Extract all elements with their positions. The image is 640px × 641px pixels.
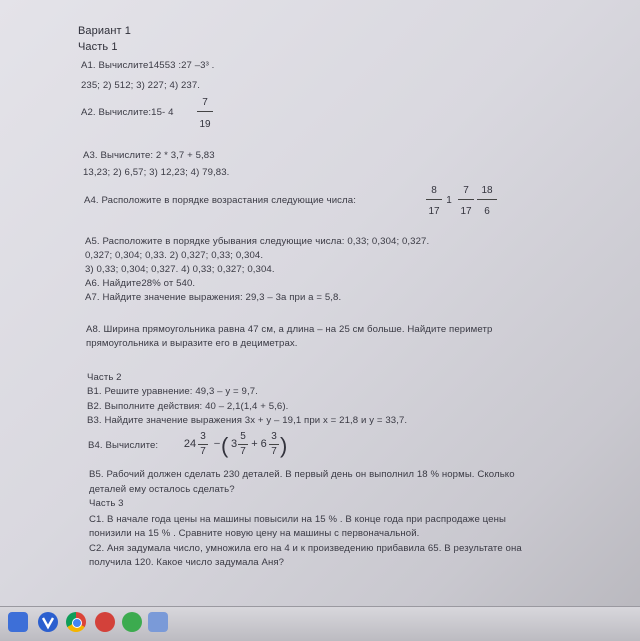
task-a3-answers: 13,23; 2) 6,57; 3) 12,23; 4) 79,83. — [83, 167, 230, 178]
app-v-glyph-icon — [38, 612, 58, 632]
b4-fa-numerator: 3 — [200, 431, 206, 442]
part-1-heading: Часть 1 — [78, 41, 118, 53]
a4-middle-number: 1 — [446, 195, 452, 206]
task-a1: А1. Вычислите14553 :27 –3³ . — [81, 60, 215, 71]
a4-f1-denominator: 17 — [428, 206, 440, 217]
a4-f2-numerator: 7 — [463, 185, 469, 196]
b4-close-paren: ) — [280, 433, 288, 458]
launcher-icon[interactable] — [8, 612, 28, 632]
b4-plus-whole: + 6 — [251, 438, 267, 450]
task-a8-line2: прямоугольника и выразите его в дециметрах. — [86, 338, 298, 349]
b4-fa-denominator: 7 — [200, 446, 206, 457]
task-b2: В2. Выполните действия: 40 – 2,1(1,4 + 5,6). — [87, 401, 289, 412]
task-a2: А2. Вычислите:15- 4 — [81, 107, 174, 118]
green-app-icon[interactable] — [122, 612, 142, 632]
a4-f2-denominator: 17 — [460, 206, 472, 217]
b4-whole-b: 3 — [230, 438, 238, 450]
b4-open-paren: ( — [221, 433, 229, 458]
a2-fraction-bar — [197, 111, 213, 112]
task-a4: А4. Расположите в порядке возрастания следующие числа: — [84, 195, 356, 206]
task-a5: А5. Расположите в порядке убывания следующие числа: 0,33; 0,304; 0,327. — [85, 236, 430, 247]
task-b1: В1. Решите уравнение: 49,3 – y = 9,7. — [87, 386, 258, 397]
task-c2-line1: С2. Аня задумала число, умножила его на 4 и к произведению прибавила 65. В результате она — [89, 543, 522, 554]
a4-f3-numerator: 18 — [481, 185, 493, 196]
chrome-icon[interactable] — [66, 612, 86, 632]
b4-fb-bar — [238, 444, 248, 445]
task-a1-answers: 235; 2) 512; 3) 227; 4) 237. — [81, 80, 201, 91]
part-3-heading: Часть 3 — [89, 498, 124, 509]
chrome-center-icon — [72, 618, 82, 628]
b4-fc-numerator: 3 — [271, 431, 277, 442]
a4-f1-numerator: 8 — [431, 185, 437, 196]
task-a3: А3. Вычислите: 2 * 3,7 + 5,83 — [83, 150, 215, 161]
b4-whole-a: 24 — [183, 438, 197, 450]
variant-title: Вариант 1 — [78, 25, 132, 37]
a2-fraction-numerator: 7 — [202, 97, 208, 108]
a4-f2-bar — [458, 199, 474, 200]
b4-fc-bar — [269, 444, 279, 445]
a2-fraction-denominator: 19 — [199, 119, 211, 130]
b4-fb-numerator: 5 — [240, 431, 246, 442]
b4-fb-denominator: 7 — [240, 446, 246, 457]
red-app-icon[interactable] — [95, 612, 115, 632]
task-c1-line1: С1. В начале года цены на машины повысили на 15 % . В конце года при распродаже цены — [89, 514, 506, 525]
task-c1-line2: понизили на 15 % . Сравните новую цену на машины с первоначальной. — [89, 528, 420, 539]
a4-f1-bar — [426, 199, 442, 200]
a4-f3-denominator: 6 — [484, 206, 490, 217]
b4-minus: – — [214, 438, 220, 449]
task-a5-line2: 0,327; 0,304; 0,33. 2) 0,327; 0,33; 0,304. — [85, 250, 264, 261]
b4-fc-denominator: 7 — [271, 446, 277, 457]
task-b5-line2: деталей ему осталось сделать? — [89, 484, 235, 495]
task-a5-line3: 3) 0,33; 0,304; 0,327. 4) 0,33; 0,327; 0,304. — [85, 264, 275, 275]
task-c2-line2: получила 120. Какое число задумала Аня? — [89, 557, 285, 568]
task-a8-line1: А8. Ширина прямоугольника равна 47 см, а длина – на 25 см больше. Найдите периметр — [86, 324, 493, 335]
folder-icon[interactable] — [148, 612, 168, 632]
app-v-icon[interactable] — [38, 612, 58, 632]
part-2-heading: Часть 2 — [87, 372, 122, 383]
task-b3: В3. Найдите значение выражения 3х + у – 19,1 при х = 21,8 и у = 33,7. — [87, 415, 408, 426]
a4-f3-bar — [477, 199, 497, 200]
task-a6: А6. Найдите28% от 540. — [85, 278, 196, 289]
b4-fa-bar — [198, 444, 208, 445]
task-b5-line1: В5. Рабочий должен сделать 230 деталей. В первый день он выполнил 18 % нормы. Сколько — [89, 469, 515, 480]
task-b4: В4. Вычислите: — [88, 440, 159, 451]
task-a7: А7. Найдите значение выражения: 29,3 – 3а при а = 5,8. — [85, 292, 342, 303]
